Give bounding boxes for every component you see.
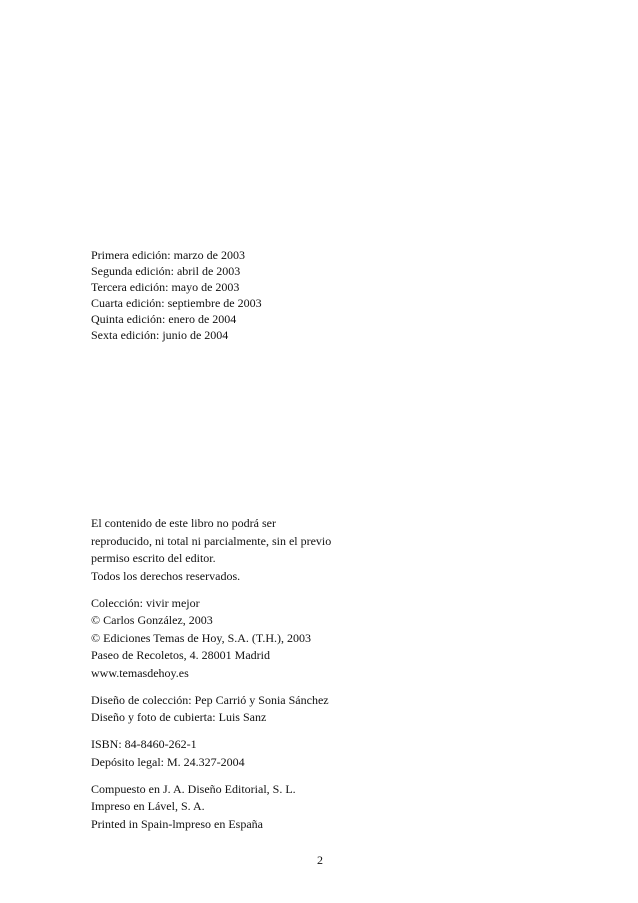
rights-line: permiso escrito del editor.: [91, 551, 216, 565]
rights-notice: [91, 515, 421, 585]
copyright-author: © Carlos González, 2003: [91, 613, 213, 627]
legal-deposit: Depósito legal: M. 24.327-2004: [91, 754, 245, 769]
legal-notices: [91, 515, 421, 843]
publisher-address: Paseo de Recoletos, 4. 28001 Madrid: [91, 648, 270, 662]
printed-in-line: Printed in Spain-lmpreso en España: [91, 816, 263, 831]
isbn-info: [91, 736, 421, 771]
printer-credit: Impreso en Lável, S. A.: [91, 799, 205, 813]
edition-line: Cuarta edición: septiembre de 2003: [91, 296, 262, 310]
page-number: 2: [317, 853, 323, 867]
copyright-publisher: © Ediciones Temas de Hoy, S.A. (T.H.), 2003: [91, 630, 312, 645]
edition-line: Primera edición: marzo de 2003: [91, 248, 245, 262]
rights-line: reproducido, ni total ni parcialmente, sin el previo: [91, 533, 332, 548]
design-credits: [91, 692, 421, 727]
edition-line: Sexta edición: junio de 2004: [91, 328, 229, 342]
edition-line: Quinta edición: enero de 2004: [91, 312, 237, 326]
collection-design-credit: Diseño de colección: Pep Carrió y Sonia Sánchez: [91, 692, 329, 707]
composition-credit: Compuesto en J. A. Diseño Editorial, S. L.: [91, 781, 296, 796]
edition-history: [91, 247, 421, 343]
collection-line: Colección: vivir mejor: [91, 595, 200, 610]
printing-info: [91, 781, 421, 834]
edition-line: Tercera edición: mayo de 2003: [91, 280, 240, 294]
rights-line: Todos los derechos reservados.: [91, 568, 241, 583]
publisher-website: www.temasdehoy.es: [91, 665, 189, 680]
collection-copyright: [91, 595, 421, 683]
isbn-number: ISBN: 84-8460-262-1: [91, 737, 197, 751]
edition-line: Segunda edición: abril de 2003: [91, 264, 241, 278]
rights-line: El contenido de este libro no podrá ser: [91, 516, 276, 530]
cover-design-credit: Diseño y foto de cubierta: Luis Sanz: [91, 710, 267, 724]
